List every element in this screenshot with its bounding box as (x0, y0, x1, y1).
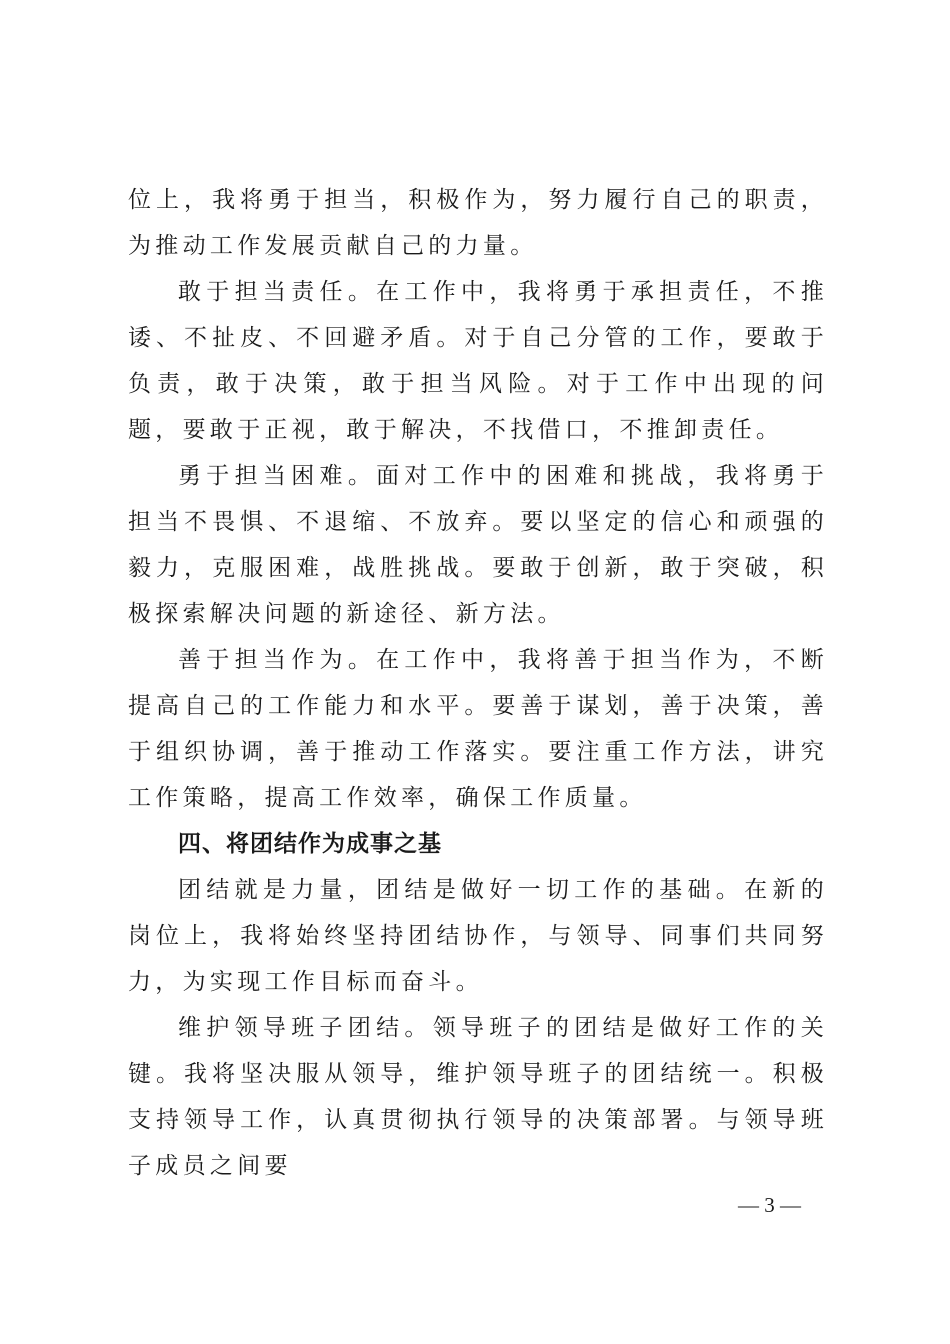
paragraph-continuation: 位上，我将勇于担当，积极作为，努力履行自己的职责，为推动工作发展贡献自己的力量。 (128, 187, 828, 259)
paragraph-leadership-unity: 维护领导班子团结。领导班子的团结是做好工作的关键。我将坚决服从领导，维护领导班子的团结统一。积极支持领导工作，认真贯彻执行领导的决策部署。与领导班子成员之间要 (128, 1015, 828, 1179)
section-heading: 四、将团结作为成事之基 (178, 831, 442, 857)
document-body (128, 177, 828, 1189)
paragraph-unity-intro: 团结就是力量，团结是做好一切工作的基础。在新的岗位上，我将始终坚持团结协作，与领导、同事们共同努力，为实现工作目标而奋斗。 (128, 877, 828, 995)
paragraph-good-at-acting: 善于担当作为。在工作中，我将善于担当作为，不断提高自己的工作能力和水平。要善于谋划，善于决策，善于组织协调，善于推动工作落实。要注重工作方法，讲究工作策略，提高工作效率，确保工作质量。 (128, 647, 828, 811)
paragraph-face-difficulty: 勇于担当困难。面对工作中的困难和挑战，我将勇于担当不畏惧、不退缩、不放弃。要以坚定的信心和顽强的毅力，克服困难，战胜挑战。要敢于创新，敢于突破，积极探索解决问题的新途径、新方法。 (128, 463, 828, 627)
page-number: — 3 — (738, 1193, 801, 1217)
paragraph-dare-responsibility: 敢于担当责任。在工作中，我将勇于承担责任，不推诿、不扯皮、不回避矛盾。对于自己分管的工作，要敢于负责，敢于决策，敢于担当风险。对于工作中出现的问题，要敢于正视，敢于解决，不找借口，不推卸责任。 (128, 279, 828, 443)
